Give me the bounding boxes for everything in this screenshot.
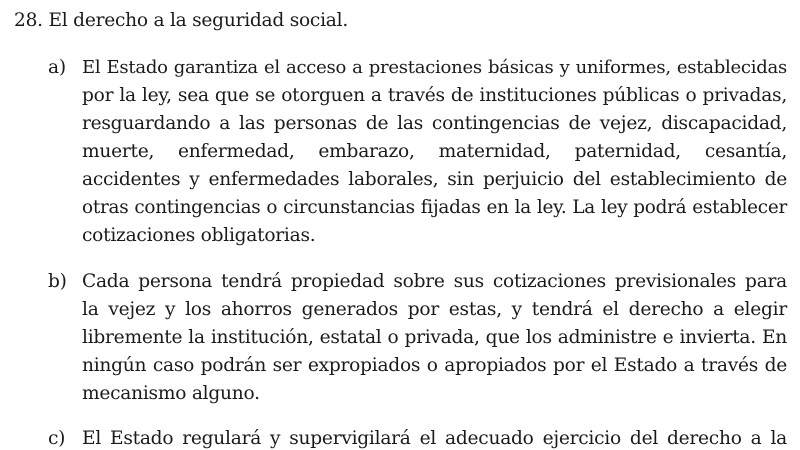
text-line: Cada persona tendrá propiedad sobre sus cotizaciones previsionales para bbox=[82, 271, 787, 292]
section-heading: 28. El derecho a la seguridad social. bbox=[14, 10, 348, 31]
text-line: otras contingencias o circunstancias fijadas en la ley. La ley podrá establecer bbox=[82, 197, 787, 218]
text-line: muerte, enfermedad, embarazo, maternidad, paternidad, cesantía, bbox=[82, 141, 787, 162]
item-marker: c) bbox=[48, 428, 66, 449]
text-line: resguardando a las personas de las contingencias de vejez, discapacidad, bbox=[82, 113, 787, 134]
text-line: por la ley, sea que se otorguen a través de instituciones públicas o privadas, bbox=[82, 85, 787, 106]
text-line: El Estado garantiza el acceso a prestaciones básicas y uniformes, establecidas bbox=[82, 57, 787, 78]
item-marker: a) bbox=[48, 57, 66, 78]
text-line: libremente la institución, estatal o privada, que los administre e invierta. En bbox=[82, 327, 787, 348]
item-text bbox=[82, 425, 787, 450]
text-line: El Estado regulará y supervigilará el adecuado ejercicio del derecho a la bbox=[82, 428, 787, 449]
text-line: cotizaciones obligatorias. bbox=[82, 225, 316, 246]
item-text bbox=[82, 268, 787, 408]
item-text bbox=[82, 54, 787, 250]
item-marker: b) bbox=[48, 271, 67, 292]
text-line: accidentes y enfermedades laborales, sin perjuicio del establecimiento de bbox=[82, 169, 787, 190]
text-line: mecanismo alguno. bbox=[82, 383, 260, 404]
text-line: la vejez y los ahorros generados por estas, y tendrá el derecho a elegir bbox=[82, 299, 787, 320]
text-line: ningún caso podrán ser expropiados o apropiados por el Estado a través de bbox=[82, 355, 787, 376]
